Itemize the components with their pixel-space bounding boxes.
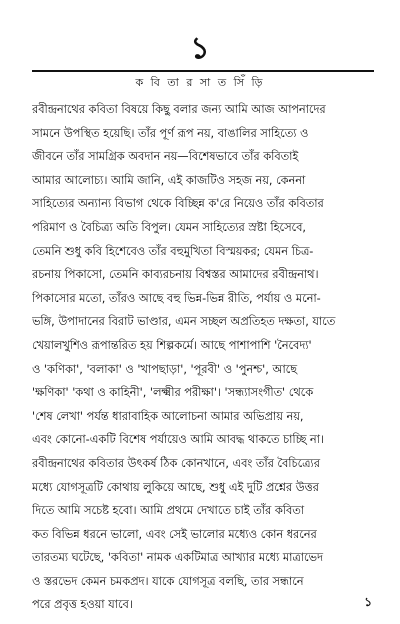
- body-text: [32, 98, 374, 617]
- text-line: দিতে আমি সচেষ্ট হবো। আমি প্রথমে দেখাতে চাই তাঁর কবিতা: [32, 504, 304, 518]
- text-line: এবং কোনো-একটি বিশেষ পর্যায়েও আমি আবদ্ধ থাকতে চাচ্ছি না।: [32, 433, 324, 447]
- text-line: ও স্তরভেদ কেমন চমকপ্রদ। যাকে যোগসূত্র বলছি, তার সন্ধানে: [32, 574, 304, 588]
- text-line: মধ্যে যোগসূত্রটি কোথায় লুকিয়ে আছে, শুধু এই দুটি প্রশ্নের উত্তর: [32, 480, 319, 494]
- text-line: রবীন্দ্রনাথের কবিতা বিষয়ে কিছু বলার জন্য আমি আজ আপনাদের: [32, 103, 326, 116]
- section-title: ক বি তা র সা ত সিঁ ড়ি: [135, 76, 265, 89]
- text-line: সামনে উপস্থিত হয়েছি। তাঁর পূর্ণ রূপ নয়, বাঙালির সাহিত্যে ও: [32, 126, 309, 140]
- text-line: পরিমাণ ও বৈচিত্র্য অতি বিপুল। যেমন সাহিত্যের স্রষ্টা হিসেবে,: [32, 220, 306, 234]
- text-line: রবীন্দ্রনাথের কবিতার উৎকর্ষ ঠিক কোনখানে, এবং তাঁর বৈচিত্র্যের: [32, 456, 320, 470]
- text-line: খেয়ালখুশিও রূপান্তরিত হয় শিল্পকর্মে। আছে পাশাপাশি 'নৈবেদ্য': [32, 338, 312, 352]
- text-line: আমার আলোচ্য। আমি জানি, এই কাজটিও সহজ নয়, কেননা: [32, 173, 306, 187]
- header-rule: [32, 70, 374, 72]
- text-line: তারতম্য ঘটেছে, 'কবিতা' নামক একটিমাত্র আখ্যার মধ্যে মাত্রাভেদ: [32, 551, 323, 565]
- text-line: জীবনে তাঁর সামগ্রিক অবদান নয়—বিশেষভাবে তাঁর কবিতাই: [32, 150, 299, 164]
- text-line: ভঙ্গি, উপাদানের বিরাট ভাণ্ডার, এমন সচ্ছল অপ্রতিহত দক্ষতা, যাতে: [32, 315, 336, 329]
- text-line: সাহিত্যের অন্যান্য বিভাগ থেকে বিচ্ছিন্ন ক'রে নিয়েও তাঁর কবিতার: [32, 197, 324, 211]
- text-line: 'শেষ লেখা' পর্যন্ত ধারাবাহিক আলোচনা আমার অভিপ্রায় নয়,: [32, 409, 304, 423]
- text-line: রচনায় পিকাসো, তেমনি কাব্যরচনায় বিশ্বস্তর আমাদের রবীন্দ্রনাথ।: [32, 268, 319, 282]
- text-line: তেমনি শুধু কবি হিশেবেও তাঁর বহুমুখিতা বিস্ময়কর; যেমন চিত্র-: [32, 244, 314, 258]
- page-number: ১: [364, 595, 372, 609]
- text-line: কত বিভিন্ন ধরনে ভালো, এবং সেই ভালোর মধ্যেও কোন ধরনের: [32, 527, 317, 541]
- text-line: পরে প্রবৃত্ত হওয়া যাবে।: [32, 598, 133, 612]
- text-line: ও 'কণিকা', 'বলাকা' ও 'খাপছাড়া', 'পূরবী' ও 'পুনশ্চ', আছে: [32, 362, 297, 376]
- text-line: 'ক্ষণিকা' 'কথা ও কাহিনী', 'লক্ষ্মীর পরীক্ষা'। 'সন্ধ্যাসংগীত' থেকে: [32, 386, 314, 400]
- chapter-number: ১: [190, 31, 210, 66]
- text-line: পিকাসোর মতো, তাঁরও আছে বহু ভিন্ন-ভিন্ন রীতি, পর্যায় ও মনো-: [32, 291, 321, 305]
